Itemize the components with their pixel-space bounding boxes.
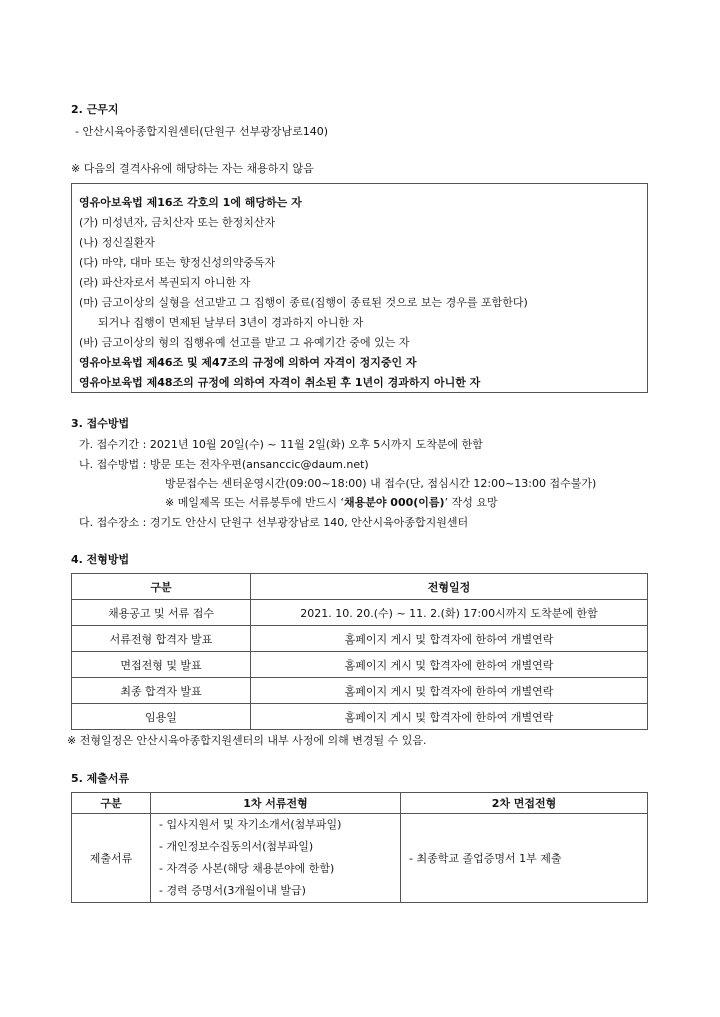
- documents-header: 구분: [72, 793, 151, 814]
- disq-line: 되거나 집행이 면제된 날부터 3년이 경과하지 아니한 자: [98, 316, 364, 329]
- application-method: 나. 접수방법 : 방문 또는 전자우편(ansanccic@daum.net): [79, 458, 369, 471]
- list-item: - 자격증 사본(해당 채용분야에 한함): [159, 862, 335, 875]
- list-item: - 개인정보수집동의서(첨부파일): [159, 840, 314, 853]
- selection-heading: 4. 전형방법: [71, 553, 130, 566]
- table-cell: 2021. 10. 20.(수) ~ 11. 2.(화) 17:00시까지 도착분에 한함: [251, 600, 648, 626]
- table-row: [72, 814, 648, 903]
- table-cell: 홈페이지 게시 및 합격자에 한하여 개별연락: [251, 678, 648, 704]
- application-visit: 방문접수는 센터운영시간(09:00~18:00) 내 접수(단, 점심시간 12:00~13:00 접수불가): [165, 477, 597, 490]
- workplace-location: - 안산시육아종합지원센터(단원구 선부광장남로140): [75, 125, 329, 138]
- mail-note-pre: ※ 메일제목 또는 서류봉투에 반드시 ‘: [165, 496, 344, 509]
- disq-line: 영유아보육법 제46조 및 제47조의 규정에 의하여 자격이 정지중인 자: [79, 356, 417, 369]
- application-heading: 3. 접수방법: [71, 417, 130, 430]
- table-cell: 홈페이지 게시 및 합격자에 한하여 개별연락: [251, 704, 648, 730]
- documents-table: [71, 792, 648, 903]
- table-cell: 홈페이지 게시 및 합격자에 한하여 개별연락: [251, 652, 648, 678]
- disq-line: (가) 미성년자, 금치산자 또는 한정치산자: [79, 216, 276, 229]
- mail-note-post: ’ 작성 요망: [444, 496, 498, 509]
- selection-header: 구분: [72, 574, 251, 600]
- second-round-cell: - 최종학교 졸업증명서 1부 제출: [401, 814, 648, 903]
- disqualification-note: ※ 다음의 결격사유에 해당하는 자는 채용하지 않음: [71, 162, 314, 175]
- disq-line: (마) 금고이상의 실형을 선고받고 그 집행이 종료(집행이 종료된 것으로 보는 경우를 포함한다): [79, 296, 528, 309]
- table-cell: 서류전형 합격자 발표: [72, 626, 251, 652]
- table-cell: 임용일: [72, 704, 251, 730]
- disq-line: 영유아보육법 제16조 각호의 1에 해당하는 자: [79, 196, 302, 209]
- list-item: - 입사지원서 및 자기소개서(첨부파일): [159, 818, 342, 831]
- workplace-heading: 2. 근무지: [71, 103, 119, 116]
- table-row: [72, 704, 648, 730]
- selection-header: 전형일정: [251, 574, 648, 600]
- disq-line: (다) 마약, 대마 또는 향정신성의약중독자: [79, 256, 276, 269]
- table-row: [72, 678, 648, 704]
- table-cell: 채용공고 및 서류 접수: [72, 600, 251, 626]
- table-cell: 최종 합격자 발표: [72, 678, 251, 704]
- first-round-list: [151, 814, 401, 903]
- mail-note-bold: 채용분야 000(이름): [343, 496, 445, 509]
- application-mail-note: [165, 494, 498, 510]
- documents-heading: 5. 제출서류: [71, 772, 130, 785]
- application-period: 가. 접수기간 : 2021년 10월 20일(수) ~ 11월 2일(화) 오후 5시까지 도착분에 한함: [79, 438, 483, 451]
- documents-header: 2차 면접전형: [401, 793, 648, 814]
- documents-row-label: 제출서류: [72, 814, 151, 903]
- table-row: [72, 600, 648, 626]
- list-item: - 경력 증명서(3개월이내 발급): [159, 884, 306, 897]
- table-cell: 면접전형 및 발표: [72, 652, 251, 678]
- documents-header: 1차 서류전형: [151, 793, 401, 814]
- disq-line: (바) 금고이상의 형의 집행유예 선고를 받고 그 유예기간 중에 있는 자: [79, 336, 410, 349]
- disqualification-box: [71, 183, 648, 393]
- disq-line: 영유아보육법 제48조의 규정에 의하여 자격이 취소된 후 1년이 경과하지 아니한 자: [79, 376, 481, 389]
- table-cell: 홈페이지 게시 및 합격자에 한하여 개별연락: [251, 626, 648, 652]
- selection-table: [71, 573, 648, 730]
- table-row: [72, 652, 648, 678]
- disq-line: (라) 파산자로서 복권되지 아니한 자: [79, 276, 251, 289]
- table-row: [72, 626, 648, 652]
- disq-line: (나) 정신질환자: [79, 236, 155, 249]
- application-place: 다. 접수장소 : 경기도 안산시 단원구 선부광장남로 140, 안산시육아종합지원센터: [79, 516, 469, 529]
- selection-note: ※ 전형일정은 안산시육아종합지원센터의 내부 사정에 의해 변경될 수 있음.: [67, 734, 427, 747]
